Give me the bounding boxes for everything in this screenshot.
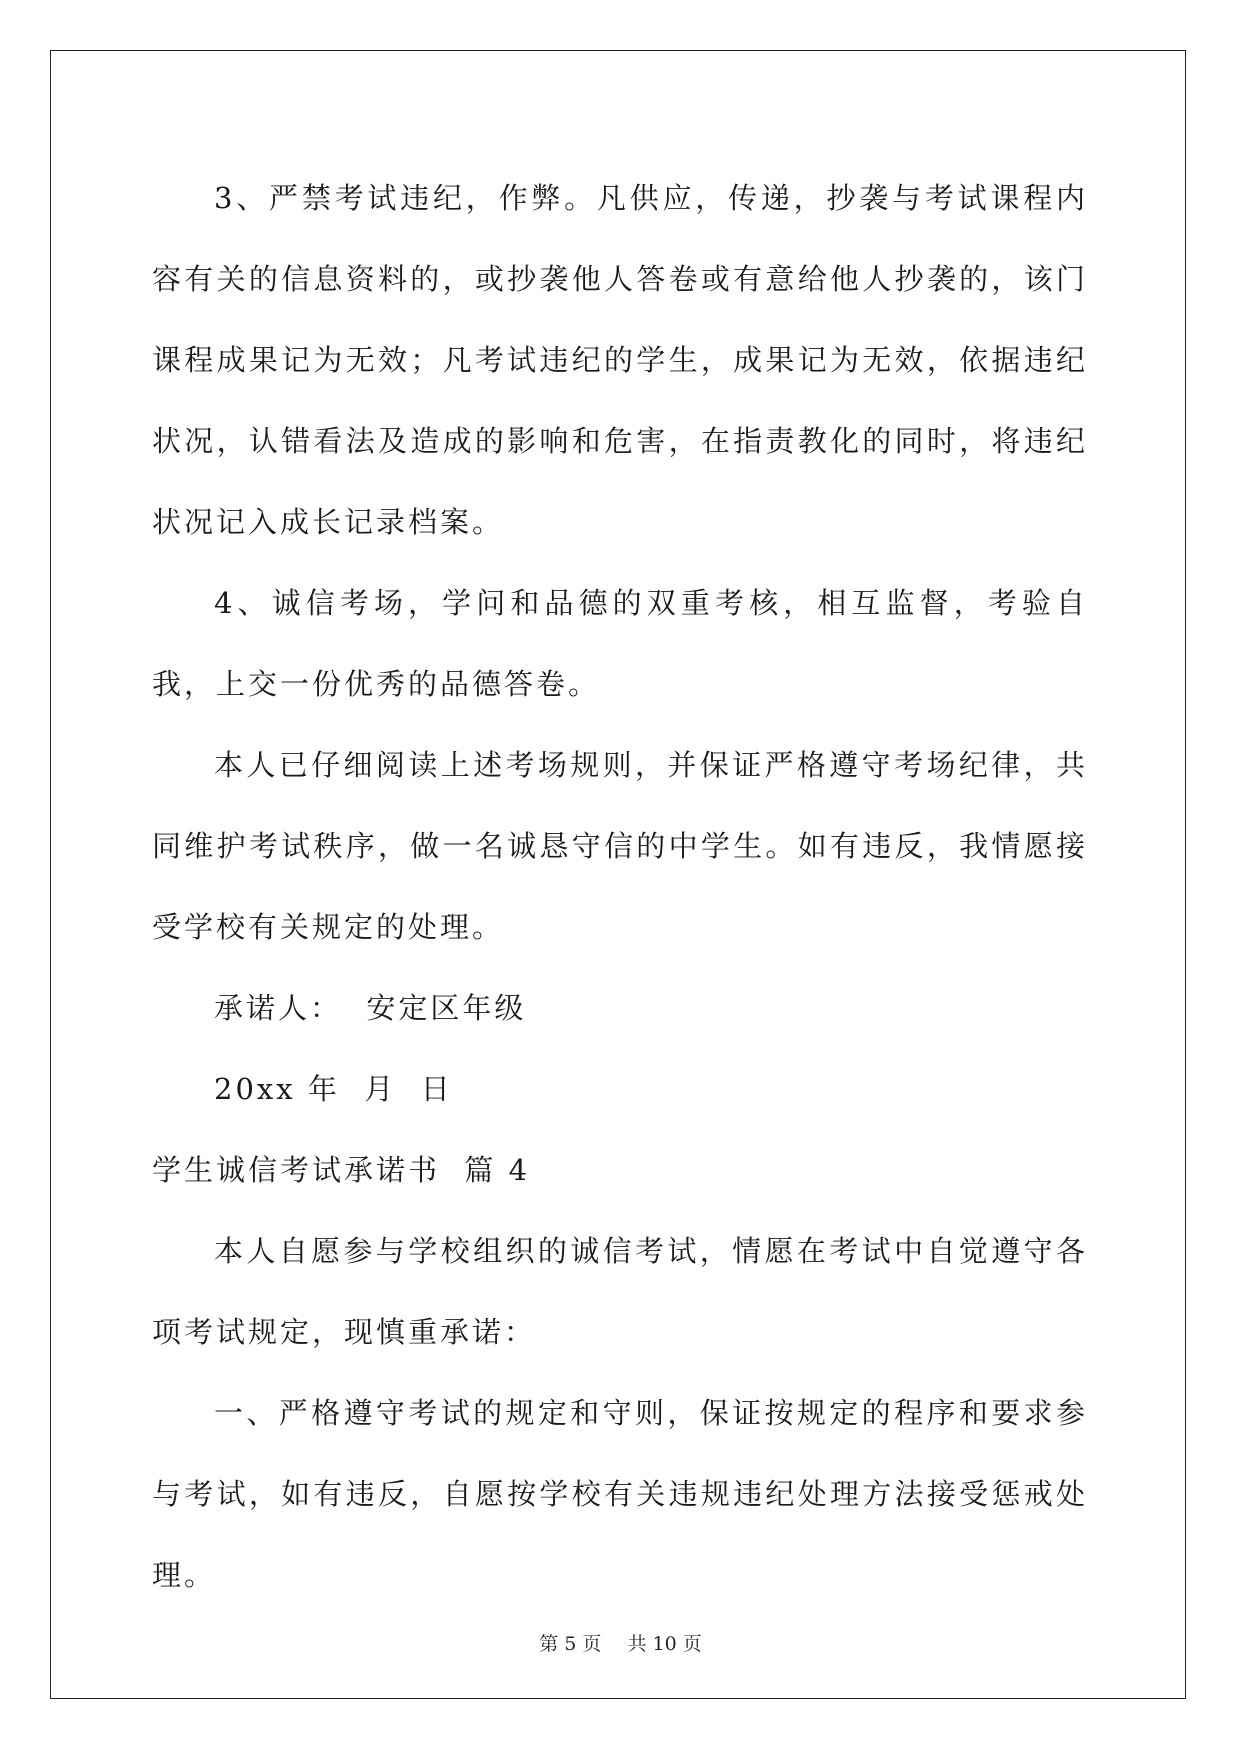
document-body [152,158,1088,1616]
section-title: 学生诚信考试承诺书 篇 4 [152,1153,531,1187]
page-total: 共 10 页 [627,1633,702,1655]
paragraph-item-1: 一、严格遵守考试的规定和守则，保证按规定的程序和要求参与考试，如有违反，自愿按学校有关违规违纪处理方法接受惩戒处理。 [152,1396,1088,1592]
paragraph-pledge: 本人已仔细阅读上述考场规则，并保证严格遵守考场纪律，共同维护考试秩序，做一名诚恳守信的中学生。如有违反，我情愿接受学校有关规定的处理。 [152,748,1088,944]
page-number: 第 5 页 [539,1633,602,1655]
page-footer [0,1629,1241,1656]
paragraph-rule-3: 3、严禁考试违纪，作弊。凡供应，传递，抄袭与考试课程内容有关的信息资料的，或抄袭他人答卷或有意给他人抄袭的，该门课程成果记为无效；凡考试违纪的学生，成果记为无效，依据违纪状况，认错看法及造成的影响和危害，在指责教化的同时，将违纪状况记入成长记录档案。 [152,181,1088,539]
paragraph-rule-4: 4、诚信考场，学问和品德的双重考核，相互监督，考验自我，上交一份优秀的品德答卷。 [152,586,1088,701]
date-line: 20xx 年 月 日 [214,1072,453,1106]
signatory-line: 承诺人： 安定区年级 [214,991,527,1025]
paragraph-intro: 本人自愿参与学校组织的诚信考试，情愿在考试中自觉遵守各项考试规定，现慎重承诺： [152,1234,1088,1349]
